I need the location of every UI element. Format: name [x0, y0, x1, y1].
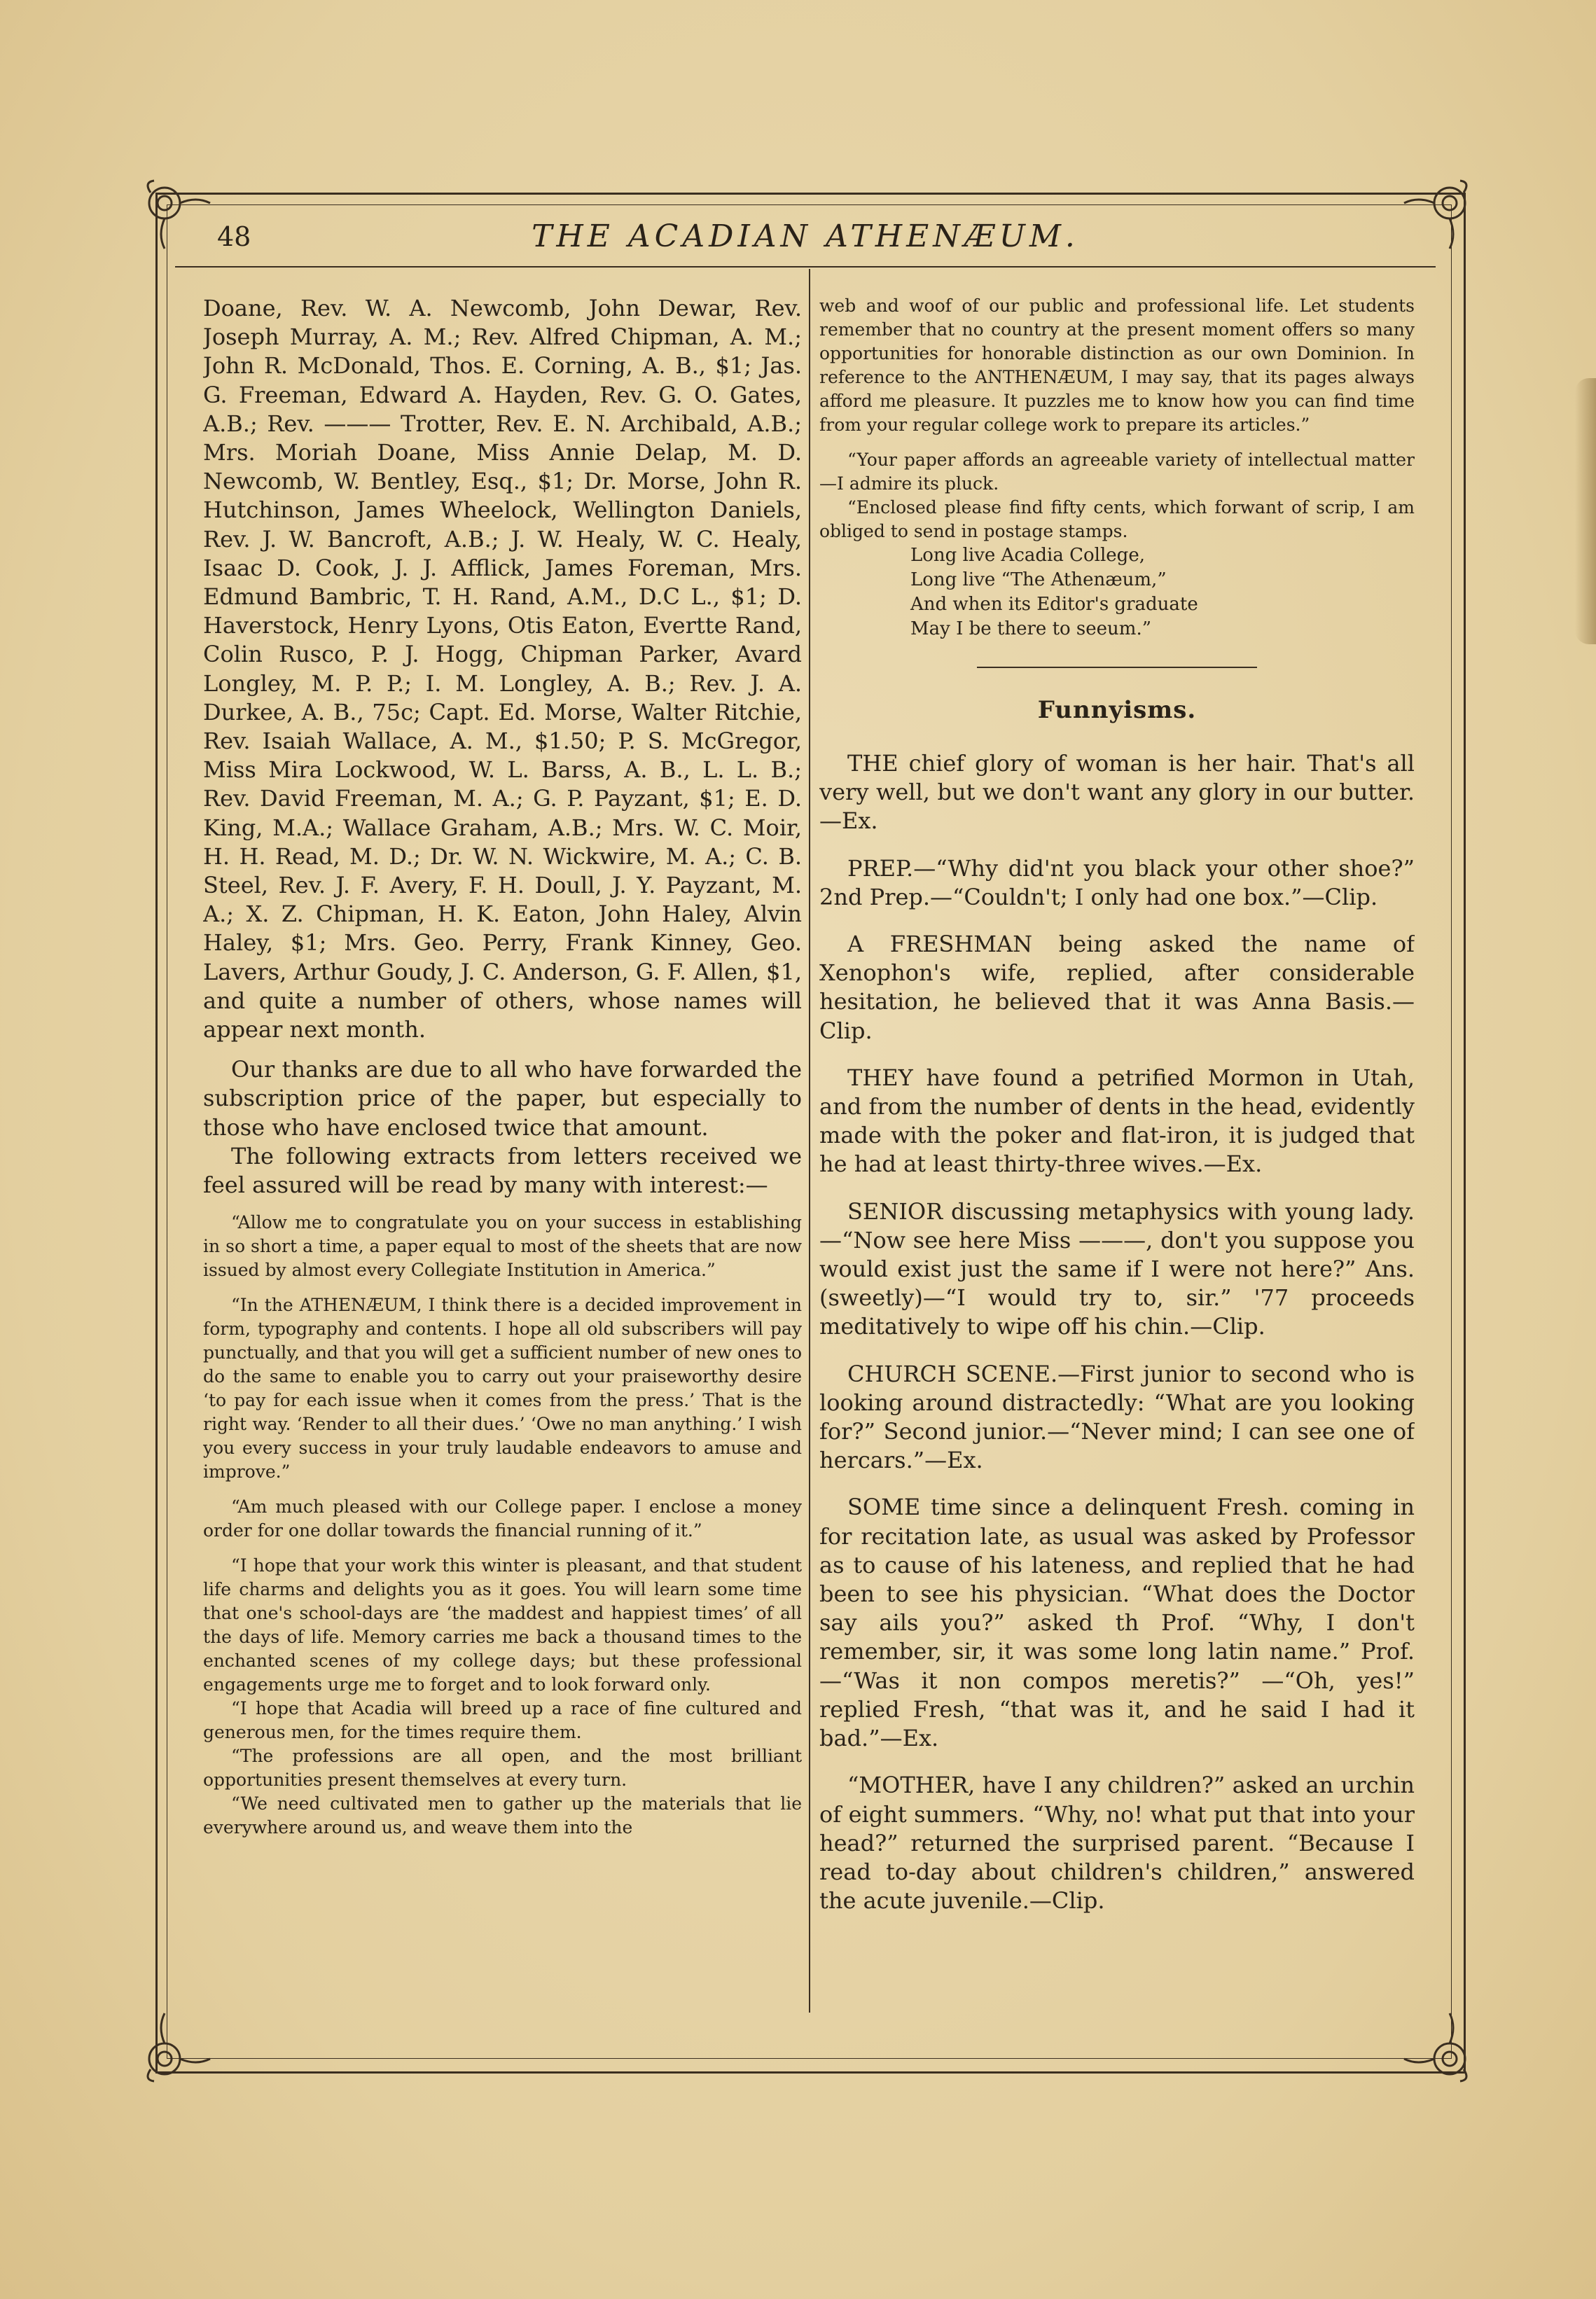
corner-ornament-bottom-left — [137, 2010, 214, 2087]
subscriber-list: Doane, Rev. W. A. Newcomb, John Dewar, Rev. Joseph Murray, A. M.; Rev. Alfred Chipman, A. M.; John R. McDonald, Thos. E. Corning, A. B., $1; Jas. G. Freeman, Edward A. Hayden, Rev. G. O. Gates, A.B.; Rev. ——— Trotter, Rev. E. N. Archibald, A.B.; Mrs. Moriah Doane, Miss Annie Delap, M. D. Newcomb, W. Bentley, Esq., $1; Dr. Morse, John R. Hutchinson, James Wheelock, Wellington Daniels, Rev. J. W. Bancroft, A.B.; J. W. Healy, W. C. Healy, Isaac D. Cook, J. J. Afflick, James Foreman, Mrs. Edmund Bambric, T. H. Rand, A.M., D.C L., $1; D. Haverstock, Henry Lyons, Otis Eaton, Evertte Rand, Colin Rusco, P. J. Hogg, Chipman Parker, Avard Longley, M. P. P.; I. M. Longley, A. B.; Rev. J. A. Durkee, A. B., 75c; Capt. Ed. Morse, Walter Ritchie, Rev. Isaiah Wallace, A. M., $1.50; P. S. McGregor, Miss Mira Lockwood, W. L. Barss, A. B., L. L. B.; Rev. David Freeman, M. A.; G. P. Payzant, $1; E. D. King, M.A.; Wallace Graham, A.B.; Mrs. W. C. Moir, H. H. Read, M. D.; Dr. W. N. Wickwire, M. A.; C. B. Steel, Rev. J. F. Avery, F. H. Doull, J. Y. Payzant, M. A.; X. Z. Chipman, H. K. Eaton, John Haley, Alvin Haley, $1; Mrs. Geo. Perry, Frank Kinney, Geo. Lavers, Arthur Goudy, J. C. Anderson, G. F. Allen, $1, and quite a number of others, whose names will appear next month. — [203, 295, 802, 1043]
running-title: THE ACADIAN ATHENÆUM. — [532, 218, 1079, 254]
verse-line: And when its Editor's graduate — [910, 594, 1198, 615]
column-divider — [809, 269, 810, 2013]
joke-paragraph: A FRESHMAN being asked the name of Xenophon's wife, replied, after considerable hesitation, he believed that it was Anna Basis.—Clip. — [819, 931, 1415, 1044]
joke-paragraph: CHURCH SCENE.—First junior to second who is looking around distractedly: “What are you looking for?” Second junior.—“Never mind; I can see one of hercars.”—Ex. — [819, 1360, 1415, 1474]
page-edge-stain — [1575, 378, 1596, 644]
letter-extract: “I hope that Acadia will breed up a race of fine cultured and generous men, for the times require them. — [203, 1698, 802, 1743]
letter-extract: “We need cultivated men to gather up the materials that lie everywhere around us, and weave them into the — [203, 1793, 802, 1838]
letter-extract: “Your paper affords an agreeable variety of intellectual matter—I admire its pluck. — [819, 450, 1415, 494]
verse-line: Long live Acadia College, — [910, 545, 1145, 566]
joke-paragraph: THEY have found a petrified Mormon in Utah, and from the number of dents in the head, evidently made with the poker and flat-iron, it is judged that he had at least thirty-three wives.—Ex. — [819, 1064, 1415, 1178]
corner-ornament-bottom-right — [1401, 2010, 1478, 2087]
letter-extract: “The professions are all open, and the most brilliant opportunities present themselves at every turn. — [203, 1746, 802, 1791]
joke-paragraph: SOME time since a delinquent Fresh. coming in for recitation late, as usual was asked by Professor as to cause of his lateness, and replied that he had been to see his physician. “What does the Doctor say ails you?” asked th Prof. “Why, I don't remember, sir, it was some long latin name.” Prof.—“Was it non compos meretis?” —“Oh, yes!” replied Fresh, “that was it, and he said I had it bad.”—Ex. — [819, 1494, 1415, 1752]
joke-paragraph: SENIOR discussing metaphysics with young lady. —“Now see here Miss ———, don't you suppose you would exist just the same if I were not here?” Ans. (sweetly)—“I would try to, sir.” '77 proceeds meditatively to wipe off his chin.—Clip. — [819, 1197, 1415, 1340]
section-title: Funnyisms. — [1037, 696, 1197, 724]
letter-extract: “I hope that your work this winter is pleasant, and that student life charms and delights you as it goes. You will learn some time that one's school-days are ‘the maddest and happiest times’ of all the days of life. Memory carries me back a thousand times to the enchanted scenes of my college days; but these professional engagements urge me to forget and to look forward only. — [203, 1555, 802, 1695]
letter-extract: “Allow me to congratulate you on your success in establishing in so short a time, a paper equal to most of the sheets that are now issued by almost every Collegiate Institution in America.” — [203, 1212, 802, 1281]
verse-line: Long live “The Athenæum,” — [910, 569, 1167, 590]
verse-line: May I be there to seeum.” — [910, 618, 1152, 639]
page-number: 48 — [217, 221, 251, 252]
joke-paragraph: “MOTHER, have I any children?” asked an urchin of eight summers. “Why, no! what put that into your head?” returned the surprised parent. “Because I read to-day about children's children,” answered the acute juvenile.—Clip. — [819, 1772, 1415, 1915]
letter-extract: “Am much pleased with our College paper. I enclose a money order for one dollar towards the financial running of it.” — [203, 1496, 802, 1541]
joke-paragraph: PREP.—“Why did'nt you black your other shoe?” 2nd Prep.—“Couldn't; I only had one box.”—Clip. — [819, 854, 1415, 910]
letter-extract: “In the ATHENÆUM, I think there is a decided improvement in form, typography and contents. I hope all old subscribers will pay punctually, and that you will get a sufficient number of new ones to do the same to enable you to carry out your praiseworthy desire ‘to pay for each issue when it comes from the press.’ That is the right way. ‘Render to all their dues.’ ‘Owe no man anything.’ I wish you every success in your truly laudable endeavors to amuse and improve.” — [203, 1295, 802, 1482]
letter-extract: web and woof of our public and professional life. Let students remember that no country at the present moment offers so many opportunities for honorable distinction as our own Dominion. In reference to the ANTHENÆUM, I may say, that its pages always afford me pleasure. It puzzles me to know how you can find time from your regular college work to prepare its articles.” — [819, 296, 1415, 435]
thanks-paragraph: Our thanks are due to all who have forwarded the subscription price of the paper, but especially to those who have enclosed twice that amount. — [203, 1056, 802, 1141]
joke-paragraph: THE chief glory of woman is her hair. That's all very well, but we don't want any glory in our butter.—Ex. — [819, 750, 1415, 835]
header-rule — [175, 266, 1436, 268]
right-column — [819, 294, 1415, 1915]
letter-extract: “Enclosed please find fifty cents, which forwant of scrip, I am obliged to send in postage stamps. — [819, 497, 1415, 541]
left-column — [203, 294, 802, 1840]
extracts-intro: The following extracts from letters received we feel assured will be read by many with interest:— — [203, 1142, 802, 1199]
section-rule — [977, 667, 1257, 668]
verse — [910, 543, 1415, 641]
page-header — [189, 217, 1422, 266]
